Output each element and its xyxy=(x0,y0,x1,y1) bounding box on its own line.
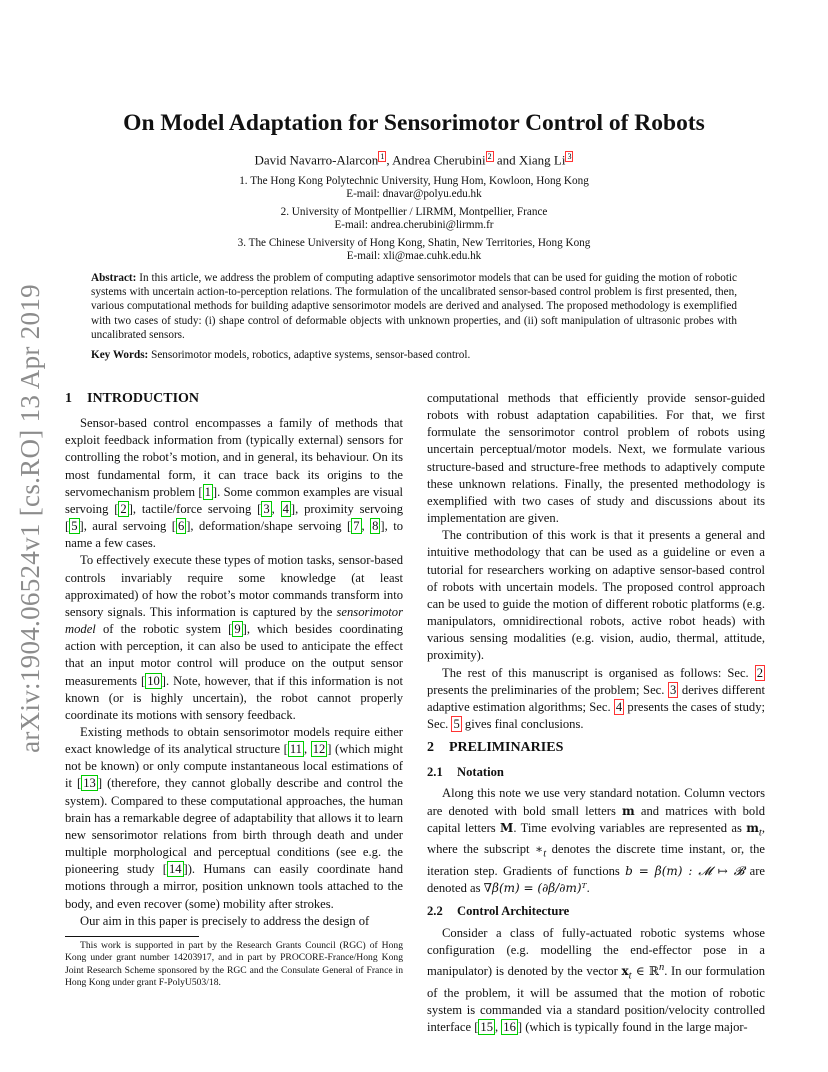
affiliation-email: E-mail: dnavar@polyu.edu.hk xyxy=(346,188,482,200)
math-symbol: ∈ ℝ xyxy=(631,964,659,979)
citation-link[interactable]: 7 xyxy=(353,519,360,534)
footnote: This work is supported in part by the Research Grants Council (RGC) of Hong Kong under grant number 14203917, and in part by PROCORE-France/Hong Kong Joint Research Scheme sponsored by the RGC and the Consulate General of France in Hong Kong under grant F-PolyU503/18. xyxy=(65,940,403,988)
abstract xyxy=(91,271,737,342)
math-subscript: t xyxy=(543,848,547,860)
subsection-title: Control Architecture xyxy=(457,904,570,919)
citation-link[interactable]: 16 xyxy=(503,1020,516,1035)
citation-link[interactable]: 2 xyxy=(120,501,127,516)
citation-link[interactable]: 11 xyxy=(289,742,302,757)
citation-link[interactable]: 15 xyxy=(480,1020,493,1035)
section-link[interactable]: 5 xyxy=(453,716,460,731)
citation-link[interactable]: 4 xyxy=(282,501,289,516)
abstract-label: Abstract: xyxy=(91,272,137,284)
section-link[interactable]: 2 xyxy=(756,665,763,680)
paragraph: computational methods that efficiently provide sensor-guided robots with robust adaptation capabilities. For that, we first formulate the sensorimotor control problem of robots using uncertain perceptual/motor models. Next, we formulate various structure-based and structure-free methods to adaptively compute these unknown relations. Finally, the presented methodology is exemplified with two cases of study and discussions about its implementation are given. xyxy=(427,391,765,526)
author-list xyxy=(60,152,768,168)
paragraph: Existing methods to obtain sensorimotor models require either exact knowledge of its analytical structure [ 11 , 12 ] (which might not be known) or only compute instantaneous local estimations of it [ 13 ] (therefore, they cannot globally describe and control the system). Compared to these computational approaches, the human brain has a remarkable degree of adaptability that allows it to learn new sensorimotor relations from birth through death and under multiple morphological and perceptual conditions (see e.g. the pioneering study [ 14 ]). Humans can easily coordinate hand motions through a mirror, position unknown tools attached to the body, and even recover (some) mobility after strokes. xyxy=(65,724,404,911)
affiliation-line: 1. The Hong Kong Polytechnic University, Hung Hom, Kowloon, Hong Kong xyxy=(239,175,589,187)
section-title: INTRODUCTION xyxy=(87,391,200,406)
math-symbol: M xyxy=(500,820,514,835)
citation-link[interactable]: 13 xyxy=(83,776,96,791)
author-separator: , xyxy=(386,152,393,168)
citation-link[interactable]: 9 xyxy=(234,622,241,637)
citation-link[interactable]: 8 xyxy=(372,519,379,534)
paragraph: To effectively execute these types of motion tasks, sensor-based controls invariably require some knowledge (at least approximated) of how the robot’s motor commands transform into sensory signals. This information is captured by the sensorimotor model of the robotic system [ 9 ], which besides coordinating action with perception, it can also be used to anticipate the effect that an input motor control will produce on the output sensor measurements [ 10 ]. Note, however, that if this information is not known (or is highly uncertain), the robot cannot properly coordinate its motions with sensory feedback. xyxy=(65,553,404,722)
citation-link[interactable]: 10 xyxy=(147,673,160,688)
section-number: 2 xyxy=(427,740,434,756)
citation-link[interactable]: 1 xyxy=(204,484,211,499)
keywords xyxy=(91,349,737,361)
emphasis: sensorimotor model xyxy=(65,604,403,637)
subsection-heading-control-architecture xyxy=(427,903,765,920)
keywords-text: Sensorimotor models, robotics, adaptive systems, sensor-based control. xyxy=(148,349,471,361)
left-column xyxy=(65,390,403,930)
section-title: PRELIMINARIES xyxy=(449,740,564,756)
author-separator: and xyxy=(493,152,519,168)
affiliation-line: 3. The Chinese University of Hong Kong, Shatin, New Territories, Hong Kong xyxy=(237,237,591,249)
citation-link[interactable]: 3 xyxy=(263,501,270,516)
section-heading-introduction xyxy=(65,390,403,407)
section-number: 1 xyxy=(65,391,72,406)
paragraph: The rest of this manuscript is organised as follows: Sec. 2 presents the preliminaries of the problem; Sec. 3 derives different adaptive estimation algorithms; Sec. 4 presents the cases of study; Sec. 5 gives final conclusions. xyxy=(427,665,765,731)
arxiv-id[interactable]: arXiv:1904.06524v1 [cs.RO] 13 Apr 2019 xyxy=(14,283,45,753)
subsection-heading-notation xyxy=(427,764,765,781)
paper-title: On Model Adaptation for Sensorimotor Control of Robots xyxy=(123,110,705,136)
subsection-title: Notation xyxy=(457,765,504,780)
citation-link[interactable]: 5 xyxy=(71,519,78,534)
right-column xyxy=(427,390,765,1036)
math-symbol: m xyxy=(746,820,759,835)
math-expression: ∇β(m) = (∂β/∂m)ᵀ xyxy=(483,881,587,896)
section-link[interactable]: 4 xyxy=(615,699,623,714)
arxiv-watermark xyxy=(10,258,50,778)
paragraph: Sensor-based control encompasses a family of methods that exploit feedback information from (typically external) sensors for controlling the robot’s motion, and in general, its behaviour. On its most fundamental form, it can trace back its origins to the servomechanism problem [ 1 ]. Some common examples are visual servoing [ 2 ], tactile/force servoing [ 3 , 4 ], proximity servoing [ 5 ], aural servoing [ 6 ], deformation/shape servoing [ 7 , 8 ], to name a few cases. xyxy=(65,416,404,551)
footnote-rule xyxy=(65,936,199,937)
paragraph: The contribution of this work is that it presents a general and intuitive methodology that can be used as a guideline or even a tutorial for researchers working on adaptive sensor-based control of robots with uncertain models. The proposed control approach can be used to guide the motion of different robotic platforms (e.g. manipulators, omnidirectional robots, active robot heads) with various sensing modalities (e.g. vision, audio, thermal, attitude, proximity). xyxy=(427,528,765,663)
math-subscript: t xyxy=(628,970,632,982)
author-name: Andrea Cherubini xyxy=(392,152,486,168)
paragraph: Along this note we use very standard notation. Column vectors are denoted with bold small letters m and matrices with bold capital letters M. Time evolving variables are represented as $m_t$, where the subscript $∗_t$ denotes the discrete time instant, or, the iteration step. Gradients of functions b = β(m) : 𝓜 ↦ 𝓑 are denoted as ∇β(m) = (∂β/∂m)ᵀ. xyxy=(427,786,766,896)
subsection-number: 2.2 xyxy=(427,904,443,919)
affiliation-link[interactable]: 3 xyxy=(567,152,572,161)
affiliation-link[interactable]: 1 xyxy=(380,152,385,161)
section-link[interactable]: 3 xyxy=(670,682,677,697)
subsection-number: 2.1 xyxy=(427,765,443,780)
section-heading-preliminaries xyxy=(427,739,765,756)
math-symbol: ∗ xyxy=(535,842,544,857)
keywords-label: Key Words: xyxy=(91,349,149,361)
affiliation-link[interactable]: 2 xyxy=(487,152,492,161)
citation-link[interactable]: 14 xyxy=(168,862,182,877)
abstract-text: In this article, we address the problem of computing adaptive sensorimotor models that can be used for guiding the motion of robotic systems with uncertain action-to-perception relations. The formulation of the uncalibrated sensor-based control problem is first presented, then, various computational methods for building adaptive sensorimotor models are derived and analysed. The proposed methodology is exemplified with two cases of study: (i) shape control of deformable objects with unknown properties, and (ii) soft manipulation of ultrasonic probes with uncalibrated sensors. xyxy=(91,272,737,341)
paragraph: Our aim in this paper is precisely to address the design of xyxy=(80,913,370,928)
math-symbol: x xyxy=(621,964,629,979)
affiliation-3 xyxy=(60,237,768,263)
math-superscript: n xyxy=(659,961,665,973)
affiliation-email: E-mail: andrea.cherubini@lirmm.fr xyxy=(334,219,494,231)
author-name: Xiang Li xyxy=(518,152,566,168)
math-symbol: m xyxy=(622,803,635,818)
math-expression: b = β(m) : 𝓜 ↦ 𝓑 xyxy=(625,864,745,879)
citation-link[interactable]: 12 xyxy=(312,742,326,757)
affiliation-email: E-mail: xli@mae.cuhk.edu.hk xyxy=(346,250,482,262)
affiliation-1 xyxy=(60,175,768,201)
math-subscript: t xyxy=(758,827,762,839)
author-name: David Navarro-Alarcon xyxy=(254,152,379,168)
affiliation-line: 2. University of Montpellier / LIRMM, Montpellier, France xyxy=(280,206,548,218)
affiliation-2 xyxy=(60,206,768,232)
paragraph: Consider a class of fully-actuated robotic systems whose configuration (e.g. modelling the end-effector pose in a manipulator) is denoted by the vector $x_t$ ∈ ℝ$^n$. In our formulation of the problem, it will be assumed that the motion of robotic system is commanded via a standard position/velocity controlled interface [ 15 , 16 ] (which is typically found in the large major- xyxy=(427,925,765,1035)
citation-link[interactable]: 6 xyxy=(177,519,185,534)
